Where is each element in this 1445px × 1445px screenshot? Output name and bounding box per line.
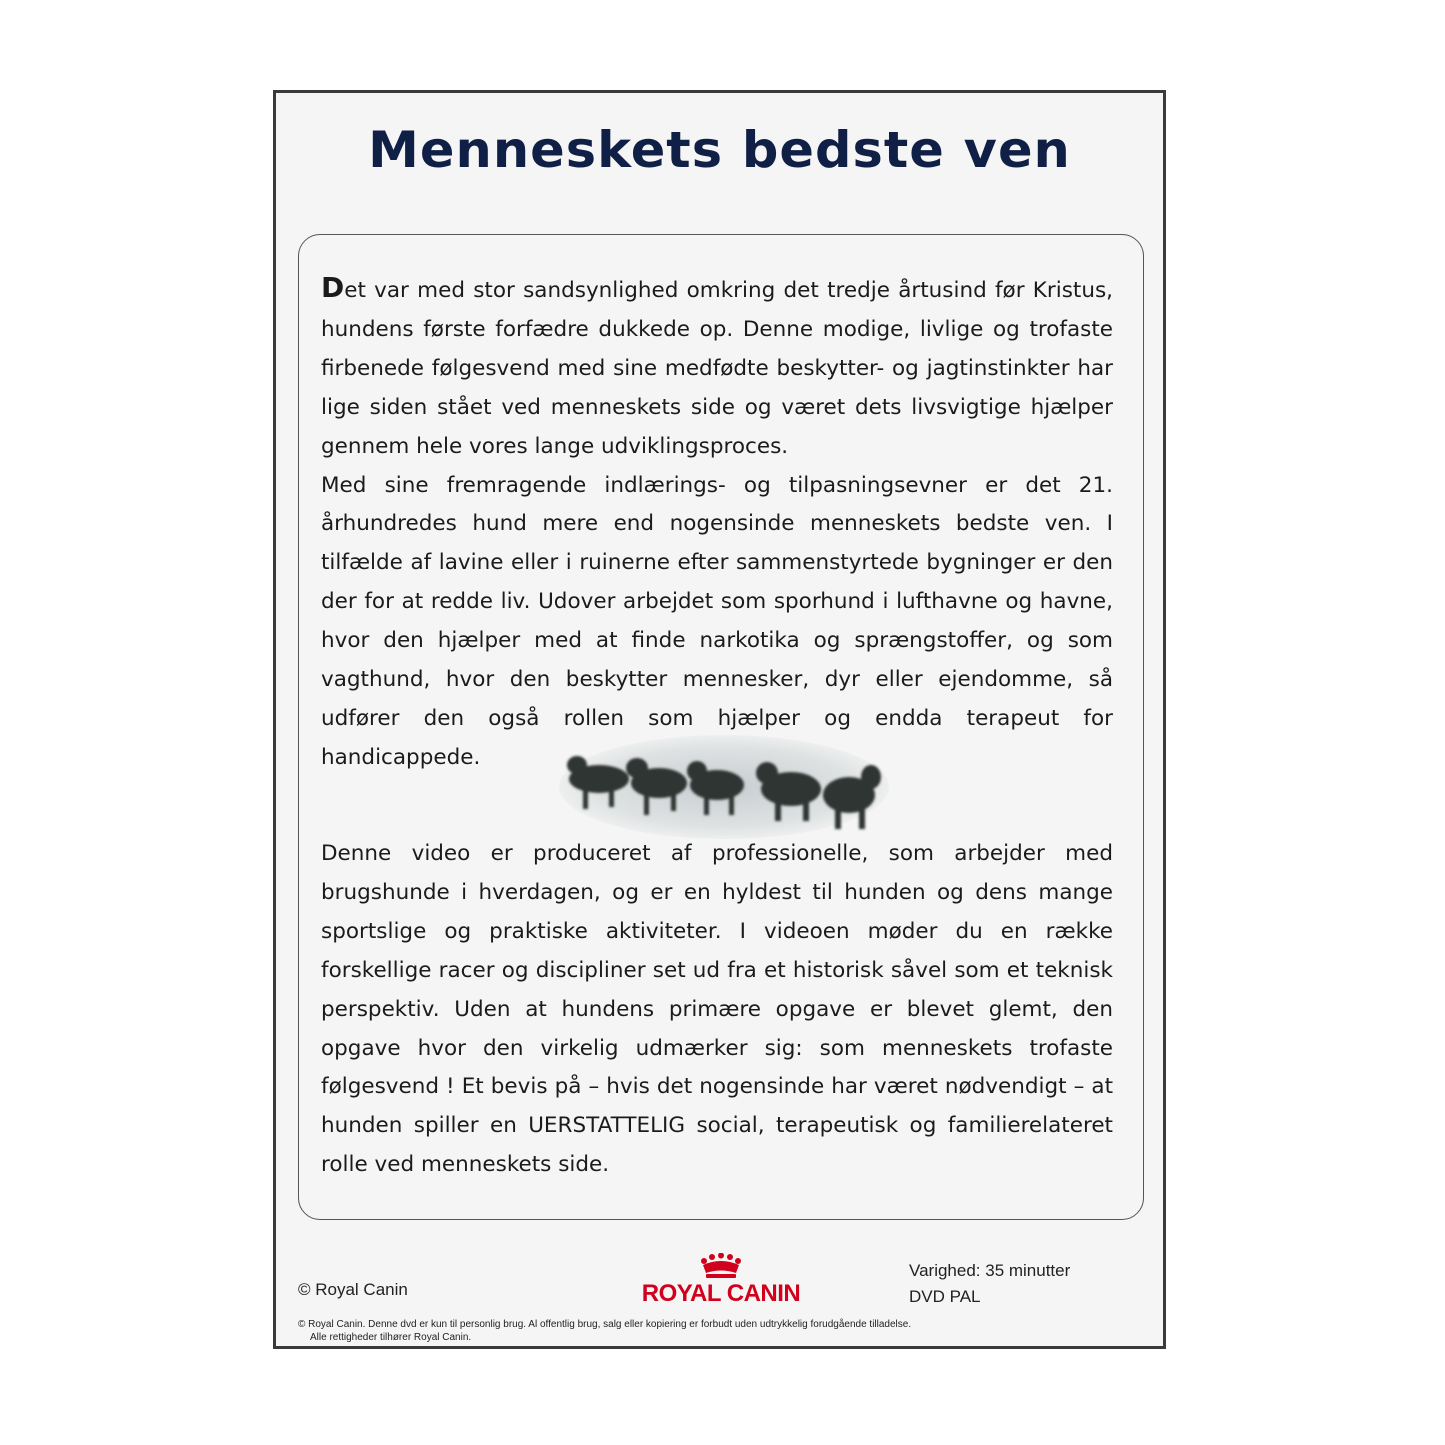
intro-paragraph <box>321 269 1113 778</box>
product-specs <box>909 1258 1070 1310</box>
logo-wordmark: ROYAL CANIN <box>641 1280 801 1307</box>
copyright-label: © Royal Canin <box>298 1280 408 1299</box>
fine-print-line-1: © Royal Canin. Denne dvd er kun til personlig brug. Al offentlig brug, salg eller kopiering er forbudt uden udtrykkelig forudgående tilladelse. <box>298 1319 912 1330</box>
description-panel <box>298 234 1144 1220</box>
dvd-back-cover <box>273 90 1166 1349</box>
fine-print <box>298 1318 911 1344</box>
drop-cap: D <box>321 271 345 304</box>
body-paragraph: Denne video er produceret af professionelle, som arbejder med brugshunde i hverdagen, og er en hyldest til hunden og dens mange sportslige og praktiske aktiviteter. I videoen møder du en række forskellige racer og discipliner set ud fra et historisk såvel som et teknisk perspektiv. Uden at hundens primære opgave er blevet glemt, den opgave hvor den virkelig udmærker sig: som menneskets trofaste følgesvend ! Et bevis på – hvis det nogensinde har været nødvendigt – at hunden spiller en UERSTATTELIG social, terapeutisk og familierelateret rolle ved menneskets side. <box>321 841 1113 1178</box>
intro-text-2: Med sine fremragende indlærings- og tilpasningsevner er det 21. århundredes hund mere end nogensinde menneskets bedste ven. I tilfælde af lavine eller i ruinerne efter sammenstyrtede bygninger er den der for at redde liv. Udover arbejdet som sporhund i lufthavne og havne, hvor den hjælper med at finde narkotika og sprængstoffer, og som vagthund, hvor den beskytter mennesker, dyr eller ejendomme, så udfører den også rollen som hjælper og endda terapeut for handicappede. <box>321 472 1113 770</box>
sled-dogs-photo <box>559 735 889 841</box>
page-title: Menneskets bedste ven <box>368 121 1071 179</box>
royal-canin-logo <box>631 1253 811 1313</box>
format-label: DVD PAL <box>909 1287 981 1306</box>
fine-print-line-2: Alle rettigheder tilhører Royal Canin. <box>310 1332 472 1343</box>
duration-label: Varighed: 35 minutter <box>909 1261 1071 1280</box>
royal-canin-crown-icon <box>699 1253 743 1279</box>
intro-text: et var med stor sandsynlighed omkring det tredje årtusind før Kristus, hundens første forfædre dukkede op. Denne modige, livlige og trofaste firbenede følgesvend med sine medfødte beskytter- og jagtinstinkter har lige siden stået ved menneskets side og været dets livsvigtige hjælper gennem hele vores lange udviklingsproces. <box>321 278 1113 459</box>
